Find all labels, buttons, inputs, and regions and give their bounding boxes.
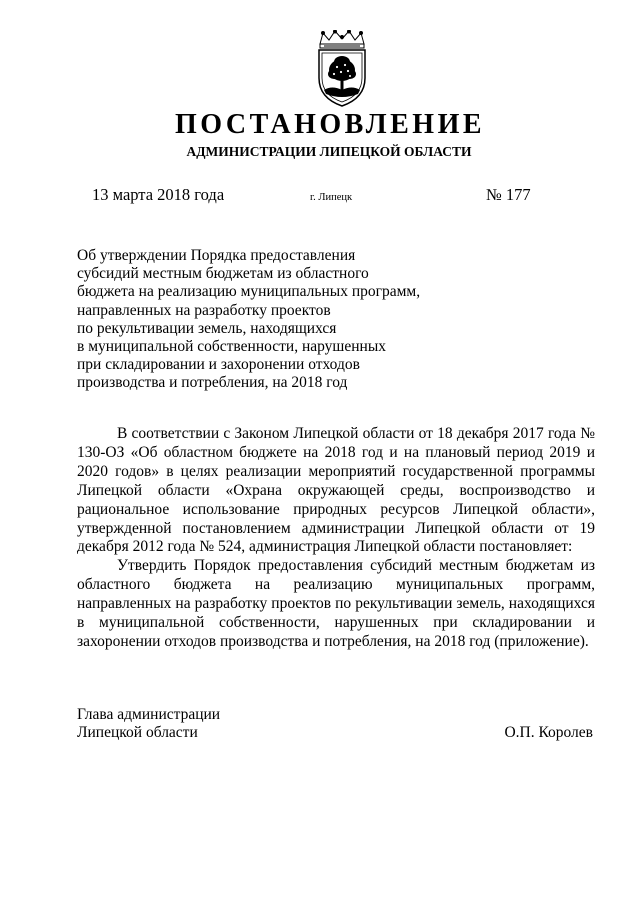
document-number: № 177	[486, 185, 531, 204]
document-subject	[77, 247, 457, 393]
document-issuer: АДМИНИСТРАЦИИ ЛИПЕЦКОЙ ОБЛАСТИ	[186, 144, 472, 159]
body-paragraph: В соответствии с Законом Липецкой области от 18 декабря 2017 года № 130-ОЗ «Об областном бюджете на 2018 год и на плановый период 2019 и 2020 годов» в целях реализации мероприятий государственной программы Липецкой области «Охрана окружающей среды, воспроизводство и рациональное использование природных ресурсов Липецкой области», утвержденной постановлением администрации Липецкой области от 19 декабря 2012 года № 524, администрация Липецкой области постановляет:	[77, 425, 595, 556]
body-paragraph: Утвердить Порядок предоставления субсидий местным бюджетам из областного бюджета на реализацию муниципальных программ, направленных на разработку проектов по рекультивации земель, находящихся в муниципальной собственности, нарушенных при складировании и захоронении отходов производства и потребления, на 2018 год (приложение).	[77, 557, 595, 650]
subject-line: при складировании и захоронении отходов	[77, 356, 360, 374]
subject-line: по рекультивации земель, находящихся	[77, 319, 337, 337]
coat-of-arms-icon	[314, 30, 370, 108]
subject-line: субсидий местным бюджетам из областного	[77, 265, 369, 283]
subject-line: производства и потребления, на 2018 год	[77, 374, 348, 392]
subject-line: направленных на разработку проектов	[77, 301, 331, 319]
subject-line: в муниципальной собственности, нарушенных	[77, 338, 387, 356]
document-date: 13 марта 2018 года	[92, 185, 225, 204]
signatory-name: О.П. Королев	[504, 724, 593, 741]
subject-line: Об утверждении Порядка предоставления	[77, 247, 356, 264]
signatory-position	[77, 706, 220, 742]
document-body	[77, 425, 595, 652]
signatory-position-line: Глава администрации	[77, 706, 221, 723]
document-city: г. Липецк	[310, 192, 353, 203]
subject-line: бюджета на реализацию муниципальных программ,	[77, 283, 421, 301]
signatory-position-line: Липецкой области	[77, 724, 198, 742]
document-title: ПОСТАНОВЛЕНИЕ	[174, 109, 486, 140]
